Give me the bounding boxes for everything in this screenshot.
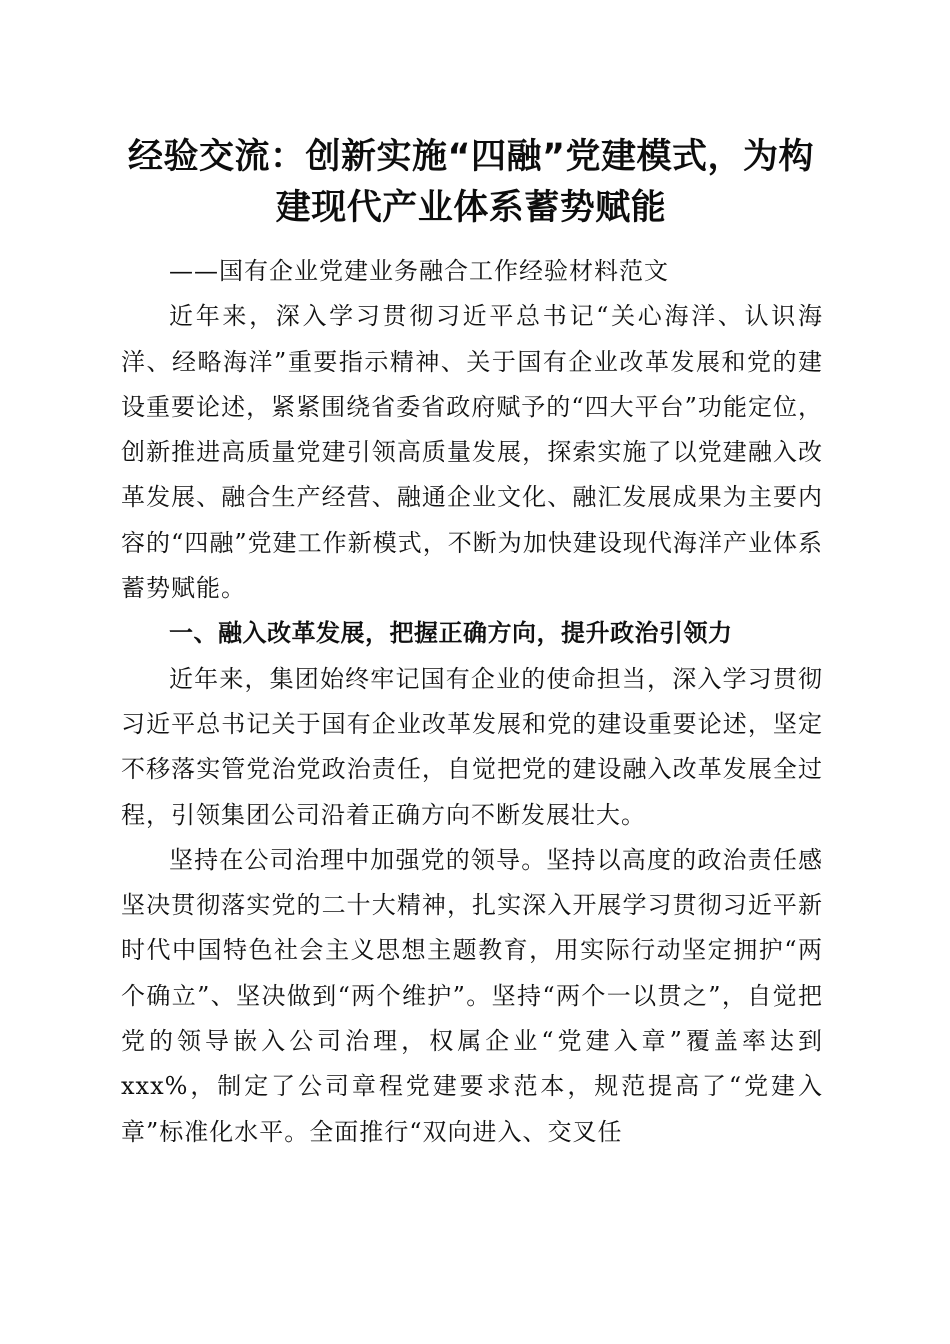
document-title <box>110 132 832 234</box>
section-1-paragraph-1: 近年来，集团始终牢记国有企业的使命担当，深入学习贯彻习近平总书记关于国有企业改革发展和党的建设重要论述，坚定不移落实管党治党政治责任，自觉把党的建设融入改革发展全过程，引领集团公司沿着正确方向不断发展壮大。 <box>121 664 823 829</box>
document-body <box>121 249 823 1155</box>
title-line-1: 经验交流：创新实施“四融”党建模式，为构 <box>127 137 814 177</box>
title-line-2: 建现代产业体系蓄势赋能 <box>275 188 667 228</box>
document-subtitle: ——国有企业党建业务融合工作经验材料范文 <box>169 257 669 285</box>
intro-paragraph: 近年来，深入学习贯彻习近平总书记“关心海洋、认识海洋、经略海洋”重要指示精神、关于国有企业改革发展和党的建设重要论述，紧紧围绕省委省政府赋予的“四大平台”功能定位，创新推进高质量党建引领高质量发展，探索实施了以党建融入改革发展、融合生产经营、融通企业文化、融汇发展成果为主要内容的“四融”党建工作新模式，不断为加快建设现代海洋产业体系蓄势赋能。 <box>121 302 823 603</box>
section-1-paragraph-2: 坚持在公司治理中加强党的领导。坚持以高度的政治责任感坚决贯彻落实党的二十大精神，扎实深入开展学习贯彻习近平新时代中国特色社会主义思想主题教育，用实际行动坚定拥护“两个确立”、坚决做到“两个维护”。坚持“两个一以贯之”，自觉把党的领导嵌入公司治理，权属企业“党建入章”覆盖率达到xxx%，制定了公司章程党建要求范本，规范提高了“党建入章”标准化水平。全面推行“双向进入、交叉任 <box>121 845 823 1146</box>
section-1-heading: 一、融入改革发展，把握正确方向，提升政治引领力 <box>169 619 733 648</box>
